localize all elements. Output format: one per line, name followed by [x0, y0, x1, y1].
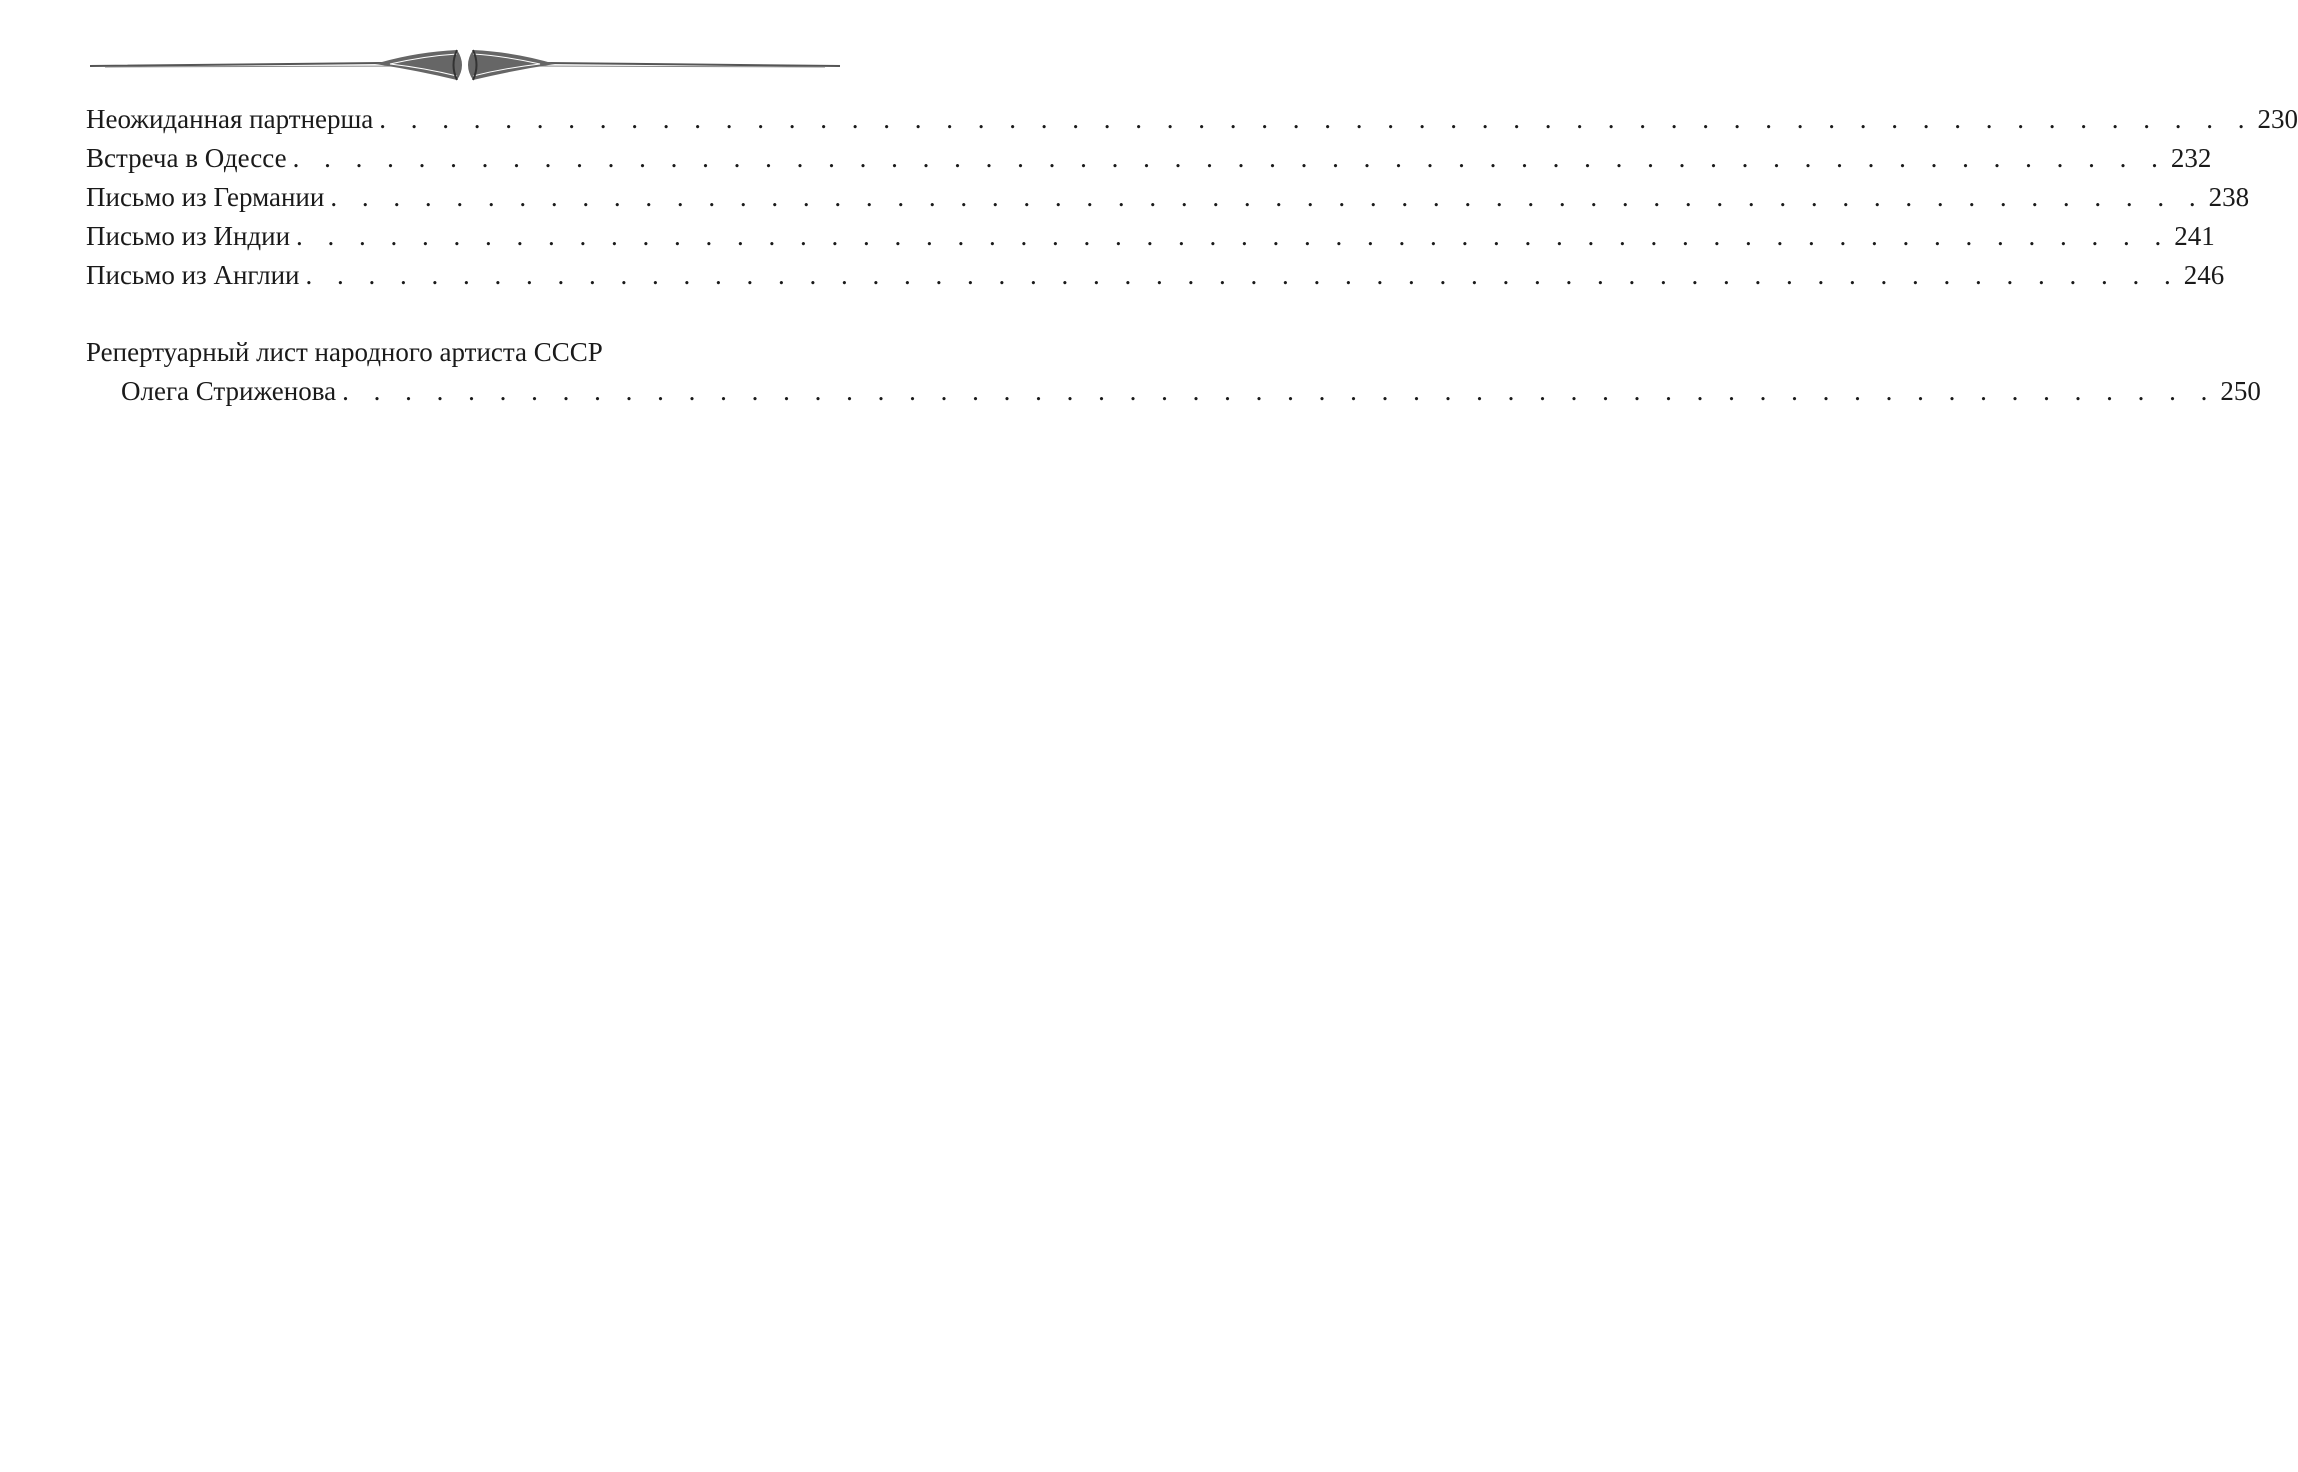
toc-leader-dots: . . . . . . . . . . . . . . . . . . . . . . . . . . . . . . . . . . . . . . . . . . . . . . . . . . . . . . . . . . . .: [305, 260, 2180, 290]
toc-entry: [86, 100, 2298, 139]
toc-leader-dots: . . . . . . . . . . . . . . . . . . . . . . . . . . . . . . . . . . . . . . . . . . . . . . . . . . . . . . . . . . . .: [342, 376, 2217, 406]
toc-entry-title: Письмо из Германии: [86, 182, 325, 212]
toc-entry-title: Встреча в Одессе: [86, 143, 287, 173]
toc-entry-title-line1: Репертуарный лист народного артиста СССР: [86, 337, 603, 367]
toc-entry: [86, 256, 2225, 295]
toc-entry: [86, 139, 2212, 178]
toc-leader-dots: . . . . . . . . . . . . . . . . . . . . . . . . . . . . . . . . . . . . . . . . . . . . . . . . . . . . . . . . . . . .: [292, 143, 2167, 173]
toc-entry-page: 241: [2174, 221, 2215, 251]
table-of-contents: [86, 100, 2298, 411]
toc-entry-repertoire: [86, 333, 2261, 411]
toc-entry: [86, 217, 2215, 256]
toc-entry-page: 246: [2183, 260, 2225, 290]
toc-leader-dots: . . . . . . . . . . . . . . . . . . . . . . . . . . . . . . . . . . . . . . . . . . . . . . . . . . . . . . . . . . . .: [379, 104, 2254, 134]
toc-entry-page: 250: [2220, 376, 2261, 406]
toc-entry: [86, 178, 2250, 217]
decorative-ornament-divider: [85, 40, 845, 90]
toc-entry-title: Неожиданная партнерша: [86, 104, 374, 134]
toc-entry-title: Письмо из Англии: [86, 260, 300, 290]
toc-leader-dots: . . . . . . . . . . . . . . . . . . . . . . . . . . . . . . . . . . . . . . . . . . . . . . . . . . . . . . . . . . . .: [296, 221, 2171, 251]
toc-leader-dots: . . . . . . . . . . . . . . . . . . . . . . . . . . . . . . . . . . . . . . . . . . . . . . . . . . . . . . . . . . . .: [330, 182, 2205, 212]
toc-entry-title-line2: Олега Стриженова: [121, 376, 337, 406]
toc-entry-page: 238: [2208, 182, 2250, 212]
toc-entry-page: 230: [2257, 104, 2298, 134]
toc-entry-continuation: [86, 372, 2261, 411]
toc-entry-page: 232: [2170, 143, 2212, 173]
toc-entry-title: Письмо из Индии: [86, 221, 291, 251]
